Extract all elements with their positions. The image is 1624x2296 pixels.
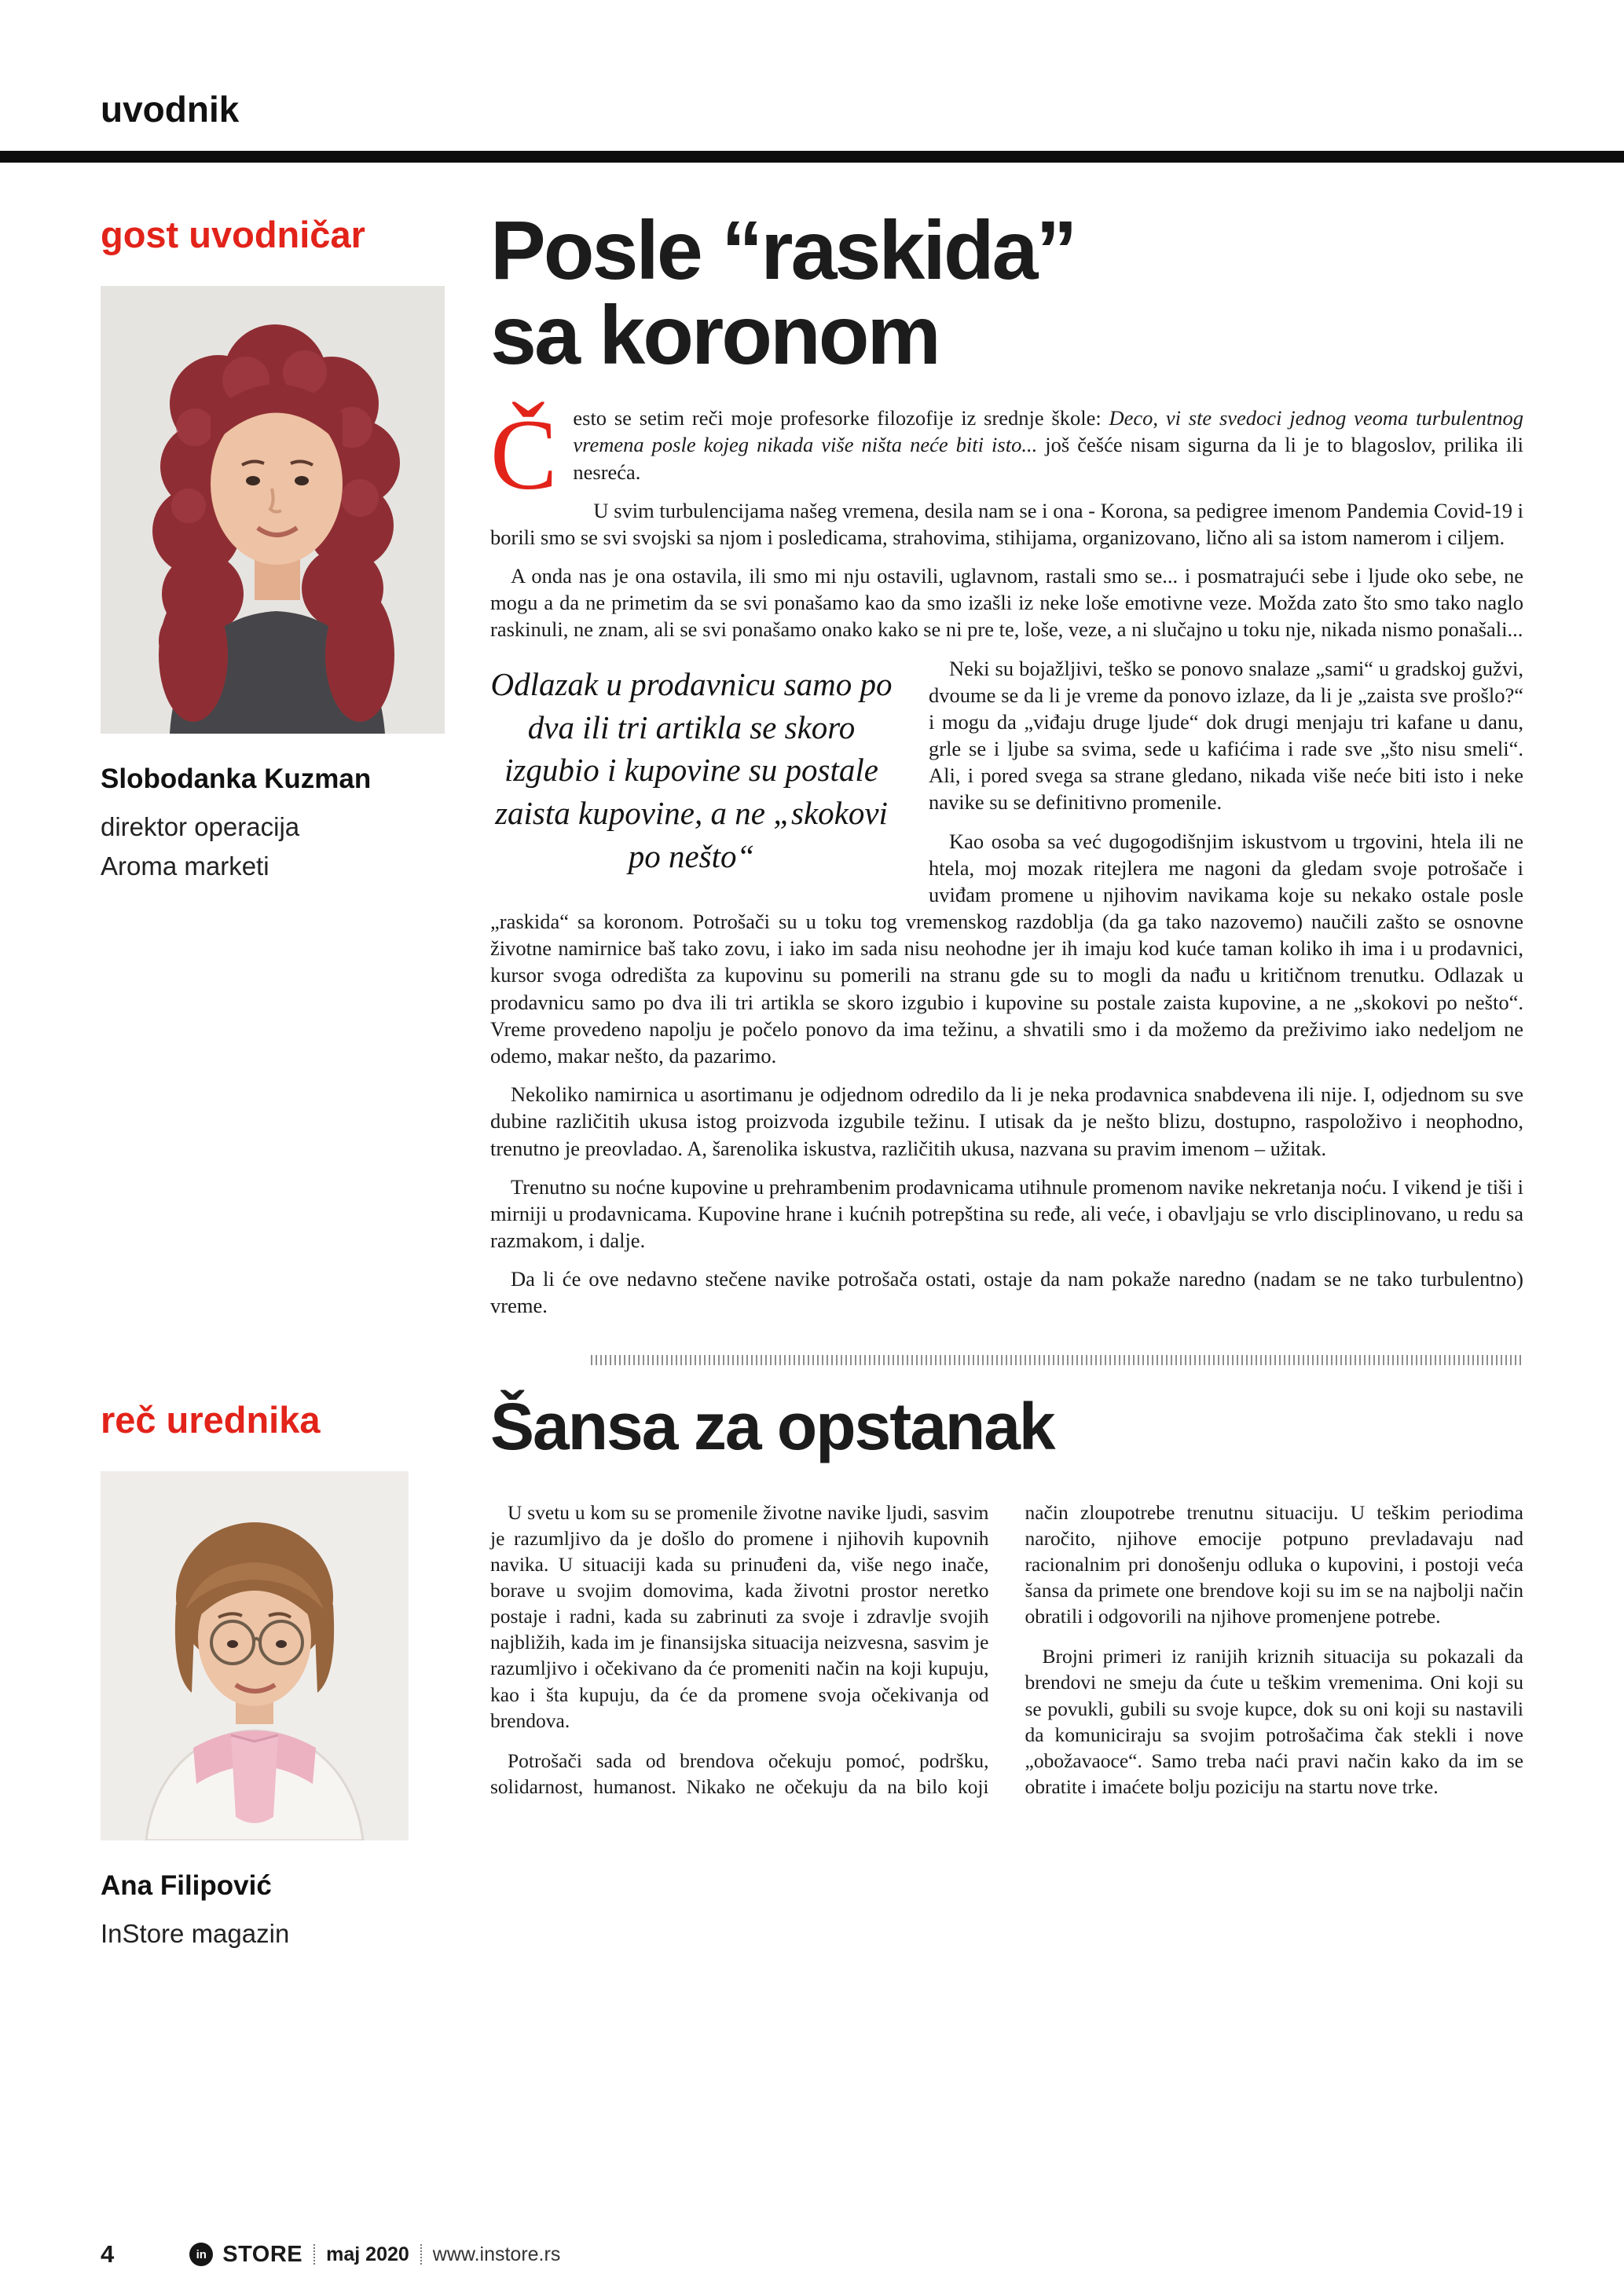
page-footer: [101, 2240, 1523, 2269]
footer-separator: [420, 2244, 422, 2265]
paragraph: Trenutno su noćne kupovine u prehrambenim prodavnicama utihnule promenom navike nekretanja noću. I vikend je tiši i mirniji u prodavnicama. Kupovine hrane i kućnih potrepština su ređe, ali veće, i obavljaju se vrlo disciplinovano, u redu sa razmakom, i dalje.: [490, 1174, 1523, 1253]
guest-name: Slobodanka Kuzman: [101, 764, 372, 794]
editor-kicker: reč urednika: [101, 1398, 321, 1441]
drop-cap: Č: [490, 399, 558, 511]
guest-photo: [101, 286, 445, 734]
paragraph: U svim turbulencijama našeg vremena, desila nam se i ona - Korona, sa pedigree imenom Pandemia Covid-19 i borili smo se svi svojski sa njom i posledicama, strahovima, stihijama, organizovano, lično ali sa istom namerom i ciljem.: [490, 498, 1523, 549]
footer-separator: [313, 2244, 315, 2265]
pull-quote: Odlazak u prodavnicu samo po dva ili tri artikla se skoro izgubio i kupovine su postale zaista kupovine, a ne „skokovi po nešto“: [490, 665, 893, 875]
article1-title-line1: Posle “raskida”: [490, 204, 1076, 297]
p1-quote-italic: Deco, vi ste svedoci jednog veoma turbulentnog vremena posle kojeg nikada više ništa neće biti isto...: [573, 406, 1523, 457]
guest-article: [490, 203, 1523, 1331]
editor-article: [490, 1389, 1523, 1807]
guest-rail: [101, 203, 445, 885]
footer-website-link[interactable]: www.instore.rs: [432, 2243, 561, 2265]
page-number: 4: [101, 2240, 115, 2268]
footer-brand-group: [189, 2242, 560, 2268]
article1-title: [490, 204, 1523, 383]
guest-kicker: gost uvodničar: [101, 214, 365, 255]
article1-title-line2: sa koronom: [490, 289, 939, 383]
page-body: [0, 163, 1624, 1953]
section-label: uvodnik: [101, 89, 240, 130]
instore-logo-icon: in: [189, 2243, 213, 2266]
paragraph: Kao osoba sa već dugogodišnjim iskustvom u trgovini, htela ili ne htela, moj mozak ritejlera me nagoni da gledam svoje potrošače i uviđam promene u njihovim navikama koje su nekako ostale posle „raskida“ sa koronom. Potrošači su u toku tog vremenskog razdoblja (da ga tako nazovemo) naučili zašto se osnovne životne namirnice baš tako zovu, i iako im sada nisu neohodne jer ih imaju kod kuće taman koliko ih ima i u prodavnici, kursor svoga odredišta za kupovinu su pomerili na stranu gde su to mogli da nađu u kritičnom trenutku. Odlazak u prodavnicu samo po dva ili tri artikla se skoro izgubio i kupovine su postale zaista kupovine, a ne „skokovi po nešto“. Vreme provedeno napolju je počelo ponovo da ima težinu, a shvatili smo i da možemo da preživimo iako nedeljom ne odemo, makar nešto, da pazarimo.: [490, 829, 1523, 1067]
section-divider: [591, 1355, 1523, 1365]
paragraph: Potrošači sada od brendova očekuju pomoć, podršku, solidarnost, humanost. Nikako ne očekuju da na bilo koji način zloupotrebe trenutnu situaciju. U teškim periodima naročito, njihove emocije potpuno prevladavaju nad racionalnim pri donošenju odluka o kupovini, i postoji veća šansa da primete one brendove koji su im se na najbolji način obratili i odgovorili na njihove promenjene potrebe.: [490, 1500, 1523, 1798]
header-rule: [0, 151, 1624, 163]
article2-title: Šansa za opstanak: [490, 1389, 1054, 1463]
article1-body: [490, 399, 1523, 1319]
p1-lead: esto se setim reči moje profesorke filozofije iz srednje škole:: [573, 406, 1109, 430]
article2-body: [490, 1500, 1523, 1807]
footer-brand: STORE: [222, 2241, 303, 2267]
editor-name: Ana Filipović: [101, 1869, 272, 1901]
guest-role-line2: Aroma marketi: [101, 851, 269, 881]
paragraph: Nekoliko namirnica u asortimanu je odjednom odredilo da li je neka prodavnica snabdevena ili nije. I, odjednom su sve dubine različitih ukusa istog proizvoda izgubile težinu. I utisak da je nešto blizu, dostupno, raspoloživo i neophodno, trenutno je preovladao. A, šarenolika iskustva, različitih ukusa, nazvana su pravim imenom – užitak.: [490, 1082, 1523, 1160]
editor-role: InStore magazin: [101, 1918, 290, 1948]
paragraph: U svetu u kom su se promenile životne navike ljudi, sasvim je razumljivo da je došlo do promene i njihovih kupovnih navika. U situaciji kada su prinuđeni da, više nego inače, borave u svojim domovima, kada životni prostor neretko postaje i radni, kada su zabrinuti za svoje i zdravlje svojih najbližih, kada im je finansijska situacija neizvesna, sasvim je razumljivo i očekivano da će promeniti način na koji kupuju, kao i šta kupuju, da će da promene svoja očekivanja od brendova.: [490, 1500, 989, 1732]
guest-role-line1: direktor operacija: [101, 812, 300, 841]
paragraph: A onda nas je ona ostavila, ili smo mi nju ostavili, uglavnom, rastali smo se... i posmatrajući sebe i ljude oko sebe, ne mogu a da ne primetim da se svi ponašamo kao da smo izašli iz neke loše emotivne veze. Možda zato što smo tako naglo raskinuli, ne znam, ali se svi ponašamo onako kako se ni pre te, loše, veze, a ni slučajno u toku nje, nikada nismo ponašali...: [490, 564, 1523, 642]
paragraph: Da li će ove nedavno stečene navike potrošača ostati, ostaje da nam pokaže naredno (nadam se ne tako turbulentno) vreme.: [490, 1267, 1523, 1318]
editor-row: [101, 1389, 1523, 1954]
editor-portrait-image: [101, 1471, 409, 1840]
editor-rail: [101, 1389, 445, 1954]
paragraph: Neki su bojažljivi, teško se ponovo snalaze „sami“ u gradskoj gužvi, dvoume se da li je vreme da ponovo izlaze, da li je „zaista sve prošlo?“ i mogu da „viđaju druge ljude“ dok drugi menjaju tri kafane u danu, grle se i ljube sa svima, sede u kafićima i rade sve „što nisu smeli“. Ali, i pored svega sa strane gledano, nikada više neće biti isto i neke navike su se definitivno promenile.: [929, 656, 1523, 815]
paragraph-opening: [490, 399, 1523, 511]
guest-portrait-image: [101, 286, 445, 734]
p1-tail: još češće nisam sigurna da li je to blagoslov, prilika ili nesreća.: [573, 433, 1523, 484]
editor-photo: [101, 1471, 409, 1840]
guest-editorial-row: [101, 203, 1523, 1331]
guest-role: [101, 807, 445, 885]
footer-issue: maj 2020: [326, 2243, 409, 2265]
paragraph: Brojni primeri iz ranijih kriznih situacija su pokazali da brendovi ne smeju da ćute u teškim vremenima. Oni koji su se povukli, gubili su svoje kupce, dok su oni koji su nastavili da komuniciraju sa svojim potrošačima čak stekli i nove „obožavaoce“. Samo treba naći pravi način kako da im se obratite i imaćete bolju poziciju na startu nove trke.: [1025, 1645, 1523, 1798]
masthead: [0, 0, 1624, 163]
